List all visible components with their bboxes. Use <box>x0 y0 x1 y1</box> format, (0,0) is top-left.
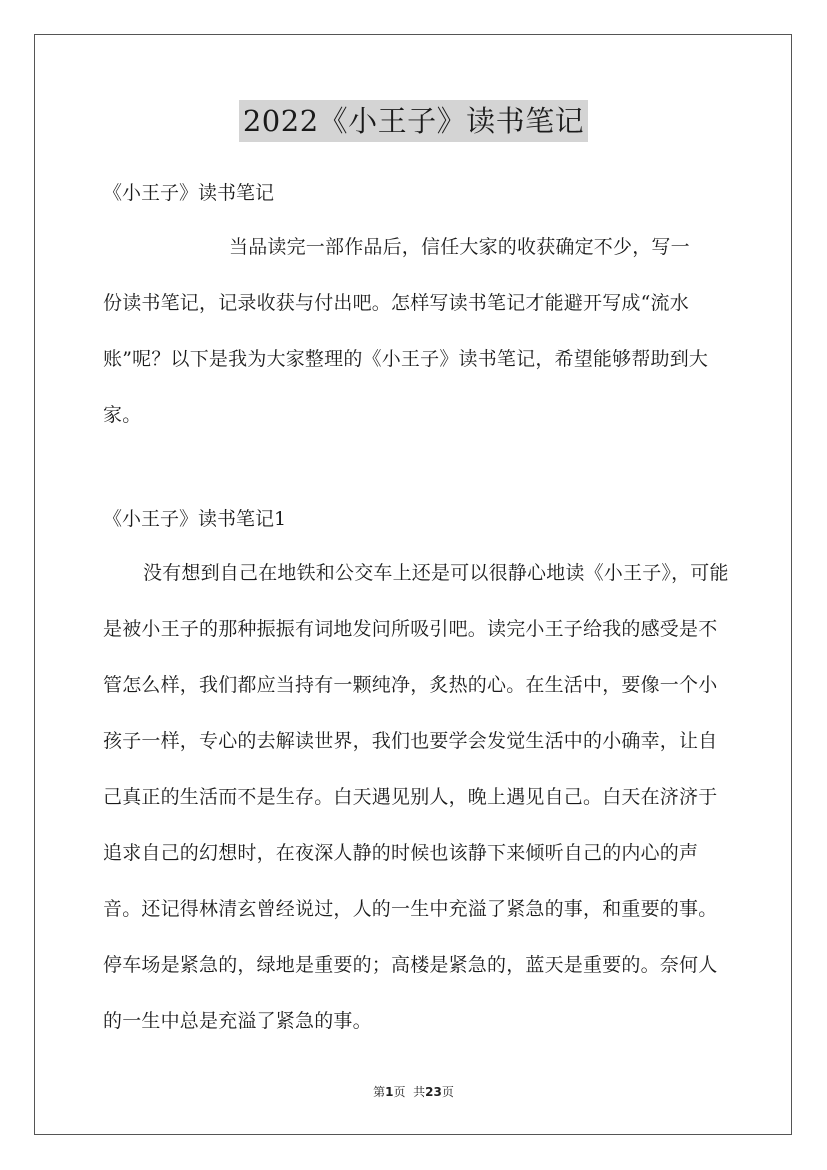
intro-paragraph-rest: 份读书笔记，记录收获与付出吧。怎样写读书笔记才能避开写成“流水账”呢？以下是我为大家整理的《小王子》读书笔记，希望能够帮助到大家。 <box>103 292 709 426</box>
document-title: 2022《小王子》读书笔记 <box>239 100 588 142</box>
subtitle: 《小王子》读书笔记 <box>103 182 275 204</box>
section-1-body: 没有想到自己在地铁和公交车上还是可以很静心地读《小王子》，可能是被小王子的那种振振有词地发问所吸引吧。读完小王子给我的感受是不管怎么样，我们都应当持有一颗纯净，炙热的心。在生活中，要像一个小孩子一样，专心的去解读世界，我们也要学会发觉生活中的小确幸，让自己真正的生活而不是生存。白天遇见别人，晚上遇见自己。白天在济济于追求自己的幻想时，在夜深人静的时候也该静下来倾听自己的内心的声音。还记得林清玄曾经说过，人的一生中充溢了紧急的事，和重要的事。停车场是紧急的，绿地是重要的；高楼是紧急的，蓝天是重要的。奈何人的一生中总是充溢了紧急的事。 <box>103 562 729 1032</box>
footer-page-suffix: 页 <box>441 1085 454 1099</box>
page-footer <box>0 1083 827 1100</box>
intro-line-1: 当品读完一部作品后，信任大家的收获确定不少，写一 <box>229 236 690 258</box>
section-1-heading: 《小王子》读书笔记1 <box>103 508 287 530</box>
footer-page-total: 23 <box>425 1085 442 1099</box>
footer-page-mid: 页 共 <box>393 1085 426 1099</box>
footer-page-prefix: 第 <box>373 1085 386 1099</box>
title-container <box>0 100 827 142</box>
footer-page-current: 1 <box>385 1085 394 1099</box>
